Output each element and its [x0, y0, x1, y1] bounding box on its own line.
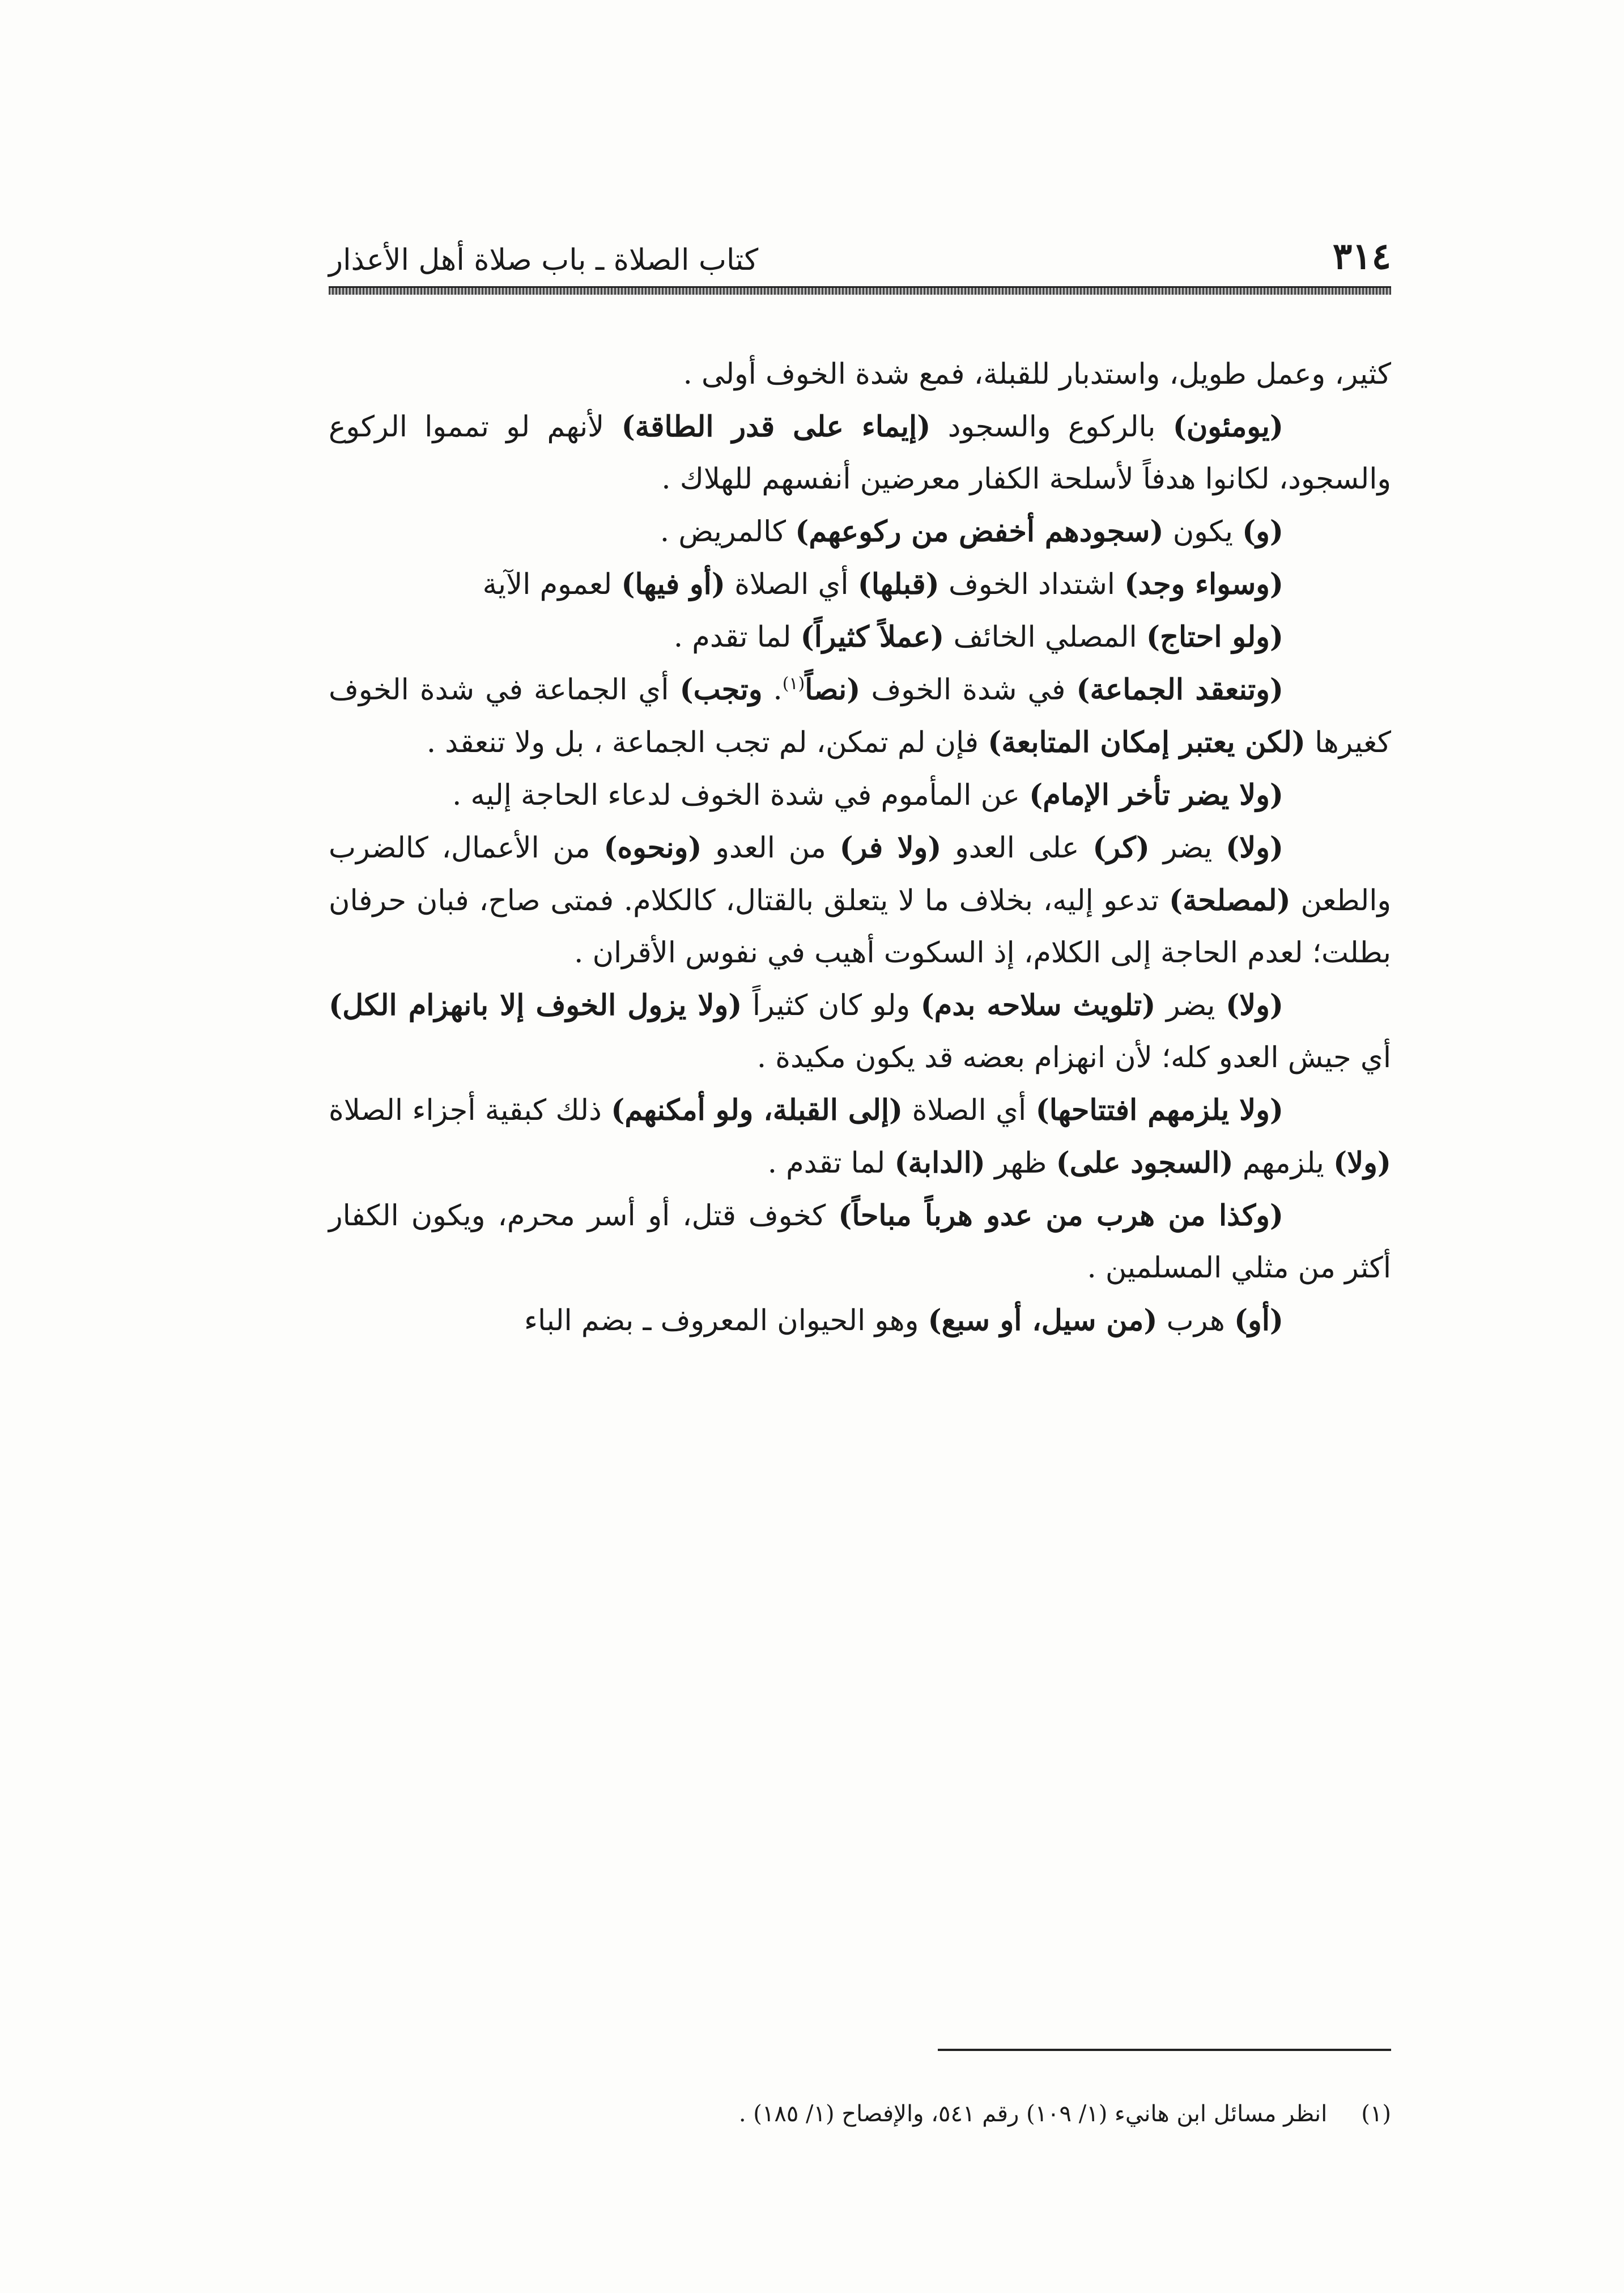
bold-term: (أو فيها) [621, 567, 725, 601]
text-run: من العدو [702, 831, 840, 865]
bold-term: وتجب) [679, 673, 763, 707]
bold-term: (قبلها) [857, 567, 939, 601]
running-head: كتاب الصلاة ـ باب صلاة أهل الأعذار [329, 243, 759, 277]
page-header [329, 224, 1391, 278]
bold-term: (ولو احتاج) [1146, 620, 1283, 654]
page-number: ٣١٤ [1332, 235, 1391, 278]
paragraph [329, 611, 1391, 664]
bold-term: (ولا) [1226, 831, 1284, 865]
text-run: وهو الحيوان المعروف ـ بضم الباء [524, 1304, 928, 1337]
paragraph [329, 349, 1391, 401]
footnote-rule [938, 2049, 1391, 2051]
bold-term: (يومئون) [1172, 410, 1283, 444]
bold-term: (إلى القبلة، ولو أمكنهم) [611, 1093, 903, 1127]
header-rule [329, 286, 1391, 295]
footnote-reference: (١) [782, 674, 805, 694]
text-run: يضر [1155, 989, 1226, 1022]
paragraph [329, 558, 1391, 611]
bold-term: (و) [1242, 515, 1283, 549]
text-run: من الأعمال، كالضرب والطعن [329, 831, 1391, 918]
text-run: فإن لم تمكن، لم تجب الجماعة ، بل ولا تنعقد . [426, 726, 988, 759]
paragraph [329, 664, 1391, 769]
bold-term: (نصاً [805, 673, 861, 707]
paragraph [329, 401, 1391, 506]
bold-term: (وسواء وجد) [1124, 567, 1283, 601]
text-run: أي جيش العدو كله؛ لأن انهزام بعضه قد يكون مكيدة . [756, 1041, 1391, 1075]
bold-term: (لكن يعتبر إمكان المتابعة) [988, 725, 1306, 759]
text-run: أي الصلاة [725, 568, 858, 601]
text-run: على العدو [941, 831, 1093, 865]
text-run: يضر [1149, 831, 1226, 865]
text-run: أي الجماعة في شدة الخوف كغيرها [329, 673, 1391, 759]
text-run: في شدة الخوف [860, 673, 1077, 707]
paragraph [329, 769, 1391, 822]
text-run: لأنهم لو تمموا الركوع والسجود، لكانوا هدفاً لأسلحة الكفار معرضين أنفسهم للهلاك . [329, 410, 1391, 496]
text-run: بالركوع والسجود [930, 410, 1173, 444]
bold-term: (الدابة) [894, 1146, 985, 1180]
text-run: ذلك كبقية أجزاء الصلاة [329, 1094, 611, 1127]
paragraph [329, 1294, 1391, 1347]
bold-term: (أو) [1234, 1303, 1283, 1337]
text-run: يلزمهم [1233, 1146, 1334, 1180]
text-run: يكون [1163, 515, 1243, 549]
paragraph [329, 1084, 1391, 1190]
bold-term: (ولا يضر تأخر الإمام) [1029, 778, 1283, 812]
bold-term: (ولا يزول الخوف إلا بانهزام الكل) [329, 988, 742, 1022]
bold-term: (ولا) [1333, 1146, 1391, 1180]
bold-term: (وكذا من هرب من عدو هرباً مباحاً) [838, 1199, 1283, 1233]
bold-term: (لمصلحة) [1168, 884, 1291, 918]
paragraph [329, 979, 1391, 1084]
text-run: المصلي الخائف [944, 621, 1146, 654]
text-run: كالمريض . [660, 515, 796, 549]
footnote-marker: (١) [1361, 2101, 1391, 2127]
text-run: اشتداد الخوف [939, 568, 1125, 601]
text-run: . [762, 673, 783, 707]
text-run: عن المأموم في شدة الخوف لدعاء الحاجة إليه . [452, 779, 1030, 812]
bold-term: (ولا فر) [839, 831, 942, 865]
text-run: ظهر [985, 1146, 1056, 1180]
text-run: هرب [1157, 1304, 1234, 1337]
bold-term: (عملاً كثيراً) [800, 620, 945, 654]
bold-term: (ولا) [1226, 988, 1284, 1022]
bold-term: (ونحوه) [603, 831, 702, 865]
text-run: لعموم الآية [482, 568, 622, 601]
bold-term: (كر) [1092, 831, 1150, 865]
footnote-text: انظر مسائل ابن هانيء (١/ ١٠٩) رقم ٥٤١، والإفصاح (١/ ١٨٥) . [738, 2101, 1328, 2127]
body-text [329, 349, 1391, 1833]
text-run: كثير، وعمل طويل، واستدبار للقبلة، فمع شدة الخوف أولى . [683, 358, 1391, 391]
bold-term: (السجود على) [1056, 1146, 1234, 1180]
text-run: كخوف قتل، أو أسر محرم، ويكون الكفار أكثر من مثلي المسلمين . [329, 1199, 1391, 1285]
bold-term: (من سيل، أو سبع) [928, 1303, 1158, 1337]
bold-term: (وتنعقد الجماعة) [1076, 673, 1284, 707]
footnote [329, 2097, 1391, 2131]
text-run: أي الصلاة [903, 1094, 1036, 1127]
bold-term: (سجودهم أخفض من ركوعهم) [795, 515, 1164, 549]
paragraph [329, 822, 1391, 979]
text-run: لما تقدم . [673, 621, 801, 654]
paragraph [329, 506, 1391, 558]
bold-term: (إيماء على قدر الطاقة) [621, 410, 931, 444]
text-run: ولو كان كثيراً [742, 989, 921, 1022]
paragraph [329, 1190, 1391, 1294]
text-run: لما تقدم . [767, 1146, 895, 1180]
text-run: تدعو إليه، بخلاف ما لا يتعلق بالقتال، كالكلام. فمتى صاح، فبان حرفان بطلت؛ لعدم الحاجة إلى الكلام، إذ السكوت أهيب في نفوس الأقران . [329, 884, 1391, 970]
bold-term: (تلويث سلاحه بدم) [920, 988, 1156, 1022]
bold-term: (ولا يلزمهم افتتاحها) [1035, 1093, 1283, 1127]
